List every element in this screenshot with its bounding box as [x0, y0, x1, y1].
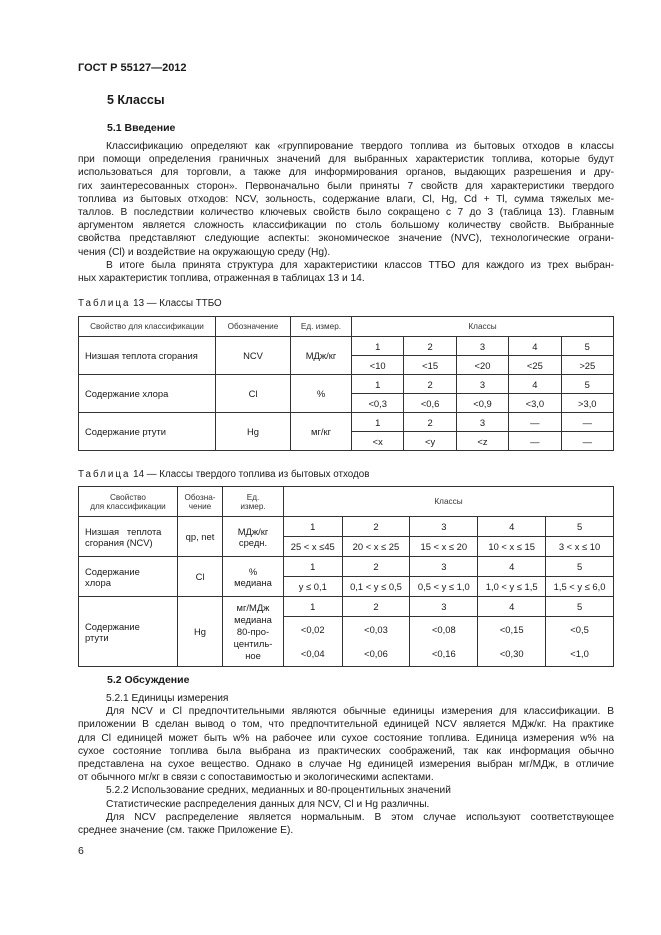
class-number: 3: [456, 337, 508, 356]
class-number: 2: [342, 597, 410, 617]
class-number: 3: [456, 375, 508, 394]
text-line: приложении В сделан вывод о том, что предпочтительной единицей NCV является МДж/кг. На практике: [78, 719, 614, 731]
text-line: аргументом является сложность классификации по столь большому количеству свойств. Выбранные: [78, 220, 614, 232]
col-header-property: Свойство для классификации: [79, 317, 216, 337]
class-number: 4: [478, 517, 546, 537]
class-number: 4: [509, 337, 561, 356]
class-number: 4: [478, 557, 546, 577]
class-limit: 0,5 < y ≤ 1,0: [410, 577, 478, 597]
table-row: [79, 413, 614, 432]
class-number: 2: [342, 517, 410, 537]
class-limit-median: <0,15: [478, 617, 546, 642]
page-number: 6: [78, 845, 84, 857]
class-limit: 25 < x ≤45: [284, 537, 343, 557]
class-number: 2: [404, 413, 456, 432]
class-number: 3: [410, 597, 478, 617]
class-number: 5: [561, 337, 613, 356]
text-line: среднее значение (см. также Приложение Е).: [78, 825, 294, 837]
class-limit: >25: [561, 356, 613, 375]
class-limit: 15 < x ≤ 20: [410, 537, 478, 557]
text-line: ных характеристик топлива, отраженная в таблицах 13 и 14.: [78, 273, 365, 285]
class-limit-median: <0,5: [546, 617, 614, 642]
text-line: таллов. В последствии количество ключевых свойств было сокращено с 7 до 3 (таблица 13). Главным: [78, 207, 614, 219]
subsection-title-intro: 5.1 Введение: [107, 122, 176, 134]
table14-caption: Таблица 14 — Классы твердого топлива из бытовых отходов: [78, 469, 370, 480]
table-row: [79, 597, 614, 617]
text-line: В итоге была принята структура для характеристики классов ТТБО для каждого из трех выбран-: [106, 260, 614, 271]
col-header-symbol: Обозначение: [216, 317, 291, 337]
row-property: Низшая теплота сгорания (NCV): [79, 517, 178, 557]
class-limit: 10 < x ≤ 15: [478, 537, 546, 557]
class-limit-percentile: <0,30: [478, 642, 546, 667]
class-limit: >3,0: [561, 394, 613, 413]
row-unit: %: [291, 375, 352, 413]
table-row: [79, 517, 614, 537]
row-property: Содержание хлора: [79, 375, 216, 413]
text-line: представлена на сухое вещество. Однако в случае Hg единицей измерения выбран мг/МДж, в отличие: [78, 759, 614, 771]
section-title: 5 Классы: [107, 93, 165, 107]
class-number: 1: [284, 517, 343, 537]
class-limit-percentile: <1,0: [546, 642, 614, 667]
class-number: —: [509, 413, 561, 432]
class-number: 3: [456, 413, 508, 432]
text-line: гих заинтересованных сторон». Первоначально были приняты 7 свойств для характеристики твердого: [78, 180, 614, 192]
class-number: 2: [404, 337, 456, 356]
text-line: от обычного мг/кг в связи с сопоставимостью и экологическими аспектами.: [78, 772, 434, 784]
text-line: сухое состояние топлива была выбрана из практических соображений, так как информация обычно: [78, 745, 614, 757]
class-limit: 3 < x ≤ 10: [546, 537, 614, 557]
table13-caption: Таблица 13 — Классы ТТБО: [78, 298, 222, 309]
text-line: Классификацию определяют как «группирование твердого топлива из бытовых отходов в классы: [106, 141, 614, 152]
class-number: 1: [352, 337, 404, 356]
clause-heading: 5.2.1 Единицы измерения: [106, 693, 229, 704]
col-header-classes: Классы: [284, 487, 614, 517]
class-limit: 1,0 < y ≤ 1,5: [478, 577, 546, 597]
row-property: Содержание ртути: [79, 597, 178, 667]
class-limit: 20 < x ≤ 25: [342, 537, 410, 557]
row-symbol: Hg: [178, 597, 223, 667]
clause-heading: 5.2.2 Использование средних, медианных и 80-процентильных значений: [106, 785, 451, 797]
row-unit: мг/кг: [291, 413, 352, 451]
class-limit-median: <0,02: [284, 617, 343, 642]
class-number: 1: [284, 557, 343, 577]
class-number: 4: [478, 597, 546, 617]
class-limit: y ≤ 0,1: [284, 577, 343, 597]
class-limit-percentile: <0,06: [342, 642, 410, 667]
class-limit-percentile: <0,16: [410, 642, 478, 667]
class-limit: <15: [404, 356, 456, 375]
class-number: 1: [284, 597, 343, 617]
class-number: 5: [546, 557, 614, 577]
col-header-symbol: Обозна- чение: [178, 487, 223, 517]
class-limit: <0,9: [456, 394, 508, 413]
class-limit-median: <0,08: [410, 617, 478, 642]
row-unit: мг/МДж медиана 80-про- центиль- ное: [223, 597, 284, 667]
class-limit: <z: [456, 432, 508, 451]
class-number: 1: [352, 413, 404, 432]
col-header-unit: Ед. измер.: [223, 487, 284, 517]
class-number: 2: [342, 557, 410, 577]
text-line: чения (Cl) и воздействие на окружающую среду (Hg).: [78, 246, 331, 258]
text-line: Для NCV и Cl предпочтительными являются обычные единицы измерения для классификации. В: [106, 706, 614, 718]
col-header-classes: Классы: [352, 317, 614, 337]
class-limit: <0,6: [404, 394, 456, 413]
row-property: Содержание ртути: [79, 413, 216, 451]
row-symbol: qp, net: [178, 517, 223, 557]
table-row: [79, 375, 614, 394]
class-limit: <x: [352, 432, 404, 451]
col-header-property: Свойство для классификации: [79, 487, 178, 517]
row-property: Содержание хлора: [79, 557, 178, 597]
class-number: 5: [561, 375, 613, 394]
row-unit: % медиана: [223, 557, 284, 597]
class-limit: <20: [456, 356, 508, 375]
class-number: 2: [404, 375, 456, 394]
intro-paragraph-1: [78, 140, 614, 259]
class-limit: <10: [352, 356, 404, 375]
discussion-block: [78, 692, 614, 837]
class-number: —: [561, 413, 613, 432]
row-symbol: NCV: [216, 337, 291, 375]
text-line: при помощи определения граничных значений для выбранных характеристик топлива, которые будут: [78, 154, 614, 166]
class-limit: —: [509, 432, 561, 451]
subsection-title-discussion: 5.2 Обсуждение: [107, 674, 190, 686]
text-line: топлива из бытовых отходов: NCV, зольность, содержание влаги, Cl, Hg, Cd + Tl, сумма тяжелых ме-: [78, 193, 614, 205]
row-property: Низшая теплота сгорания: [79, 337, 216, 375]
class-number: 3: [410, 557, 478, 577]
class-limit: <25: [509, 356, 561, 375]
row-symbol: Hg: [216, 413, 291, 451]
text-line: для Cl единицей может быть w% на рабочее или сухое состояние топлива. Единица измерения w% на: [78, 732, 614, 744]
intro-paragraph-2: [78, 259, 614, 285]
class-number: 3: [410, 517, 478, 537]
text-line: Для NCV распределение является нормальным. В этом случае используют соответствующее: [106, 811, 614, 823]
table-14: [78, 486, 614, 667]
table-row: [79, 337, 614, 356]
row-unit: МДж/кг: [291, 337, 352, 375]
class-number: 5: [546, 597, 614, 617]
table-13: [78, 316, 614, 451]
text-line: использоваться для торговли, а также для информирования органов, выдающих разрешения и дру-: [78, 167, 614, 179]
class-limit: <3,0: [509, 394, 561, 413]
table-row: [79, 557, 614, 577]
class-limit: 1,5 < y ≤ 6,0: [546, 577, 614, 597]
class-number: 1: [352, 375, 404, 394]
class-number: 5: [546, 517, 614, 537]
row-symbol: Cl: [178, 557, 223, 597]
row-symbol: Cl: [216, 375, 291, 413]
class-limit: <0,3: [352, 394, 404, 413]
col-header-unit: Ед. измер.: [291, 317, 352, 337]
row-unit: МДж/кг средн.: [223, 517, 284, 557]
class-limit-median: <0,03: [342, 617, 410, 642]
text-line: свойства представляют следующие аспекты: экономическое значение (NVC), технологические ограни-: [78, 233, 614, 245]
text-line: Статистические распределения данных для NCV, Cl и Hg различны.: [106, 798, 430, 810]
class-limit: <y: [404, 432, 456, 451]
class-limit-percentile: <0,04: [284, 642, 343, 667]
class-limit: 0,1 < y ≤ 0,5: [342, 577, 410, 597]
class-number: 4: [509, 375, 561, 394]
standard-header: ГОСТ Р 55127—2012: [78, 62, 187, 74]
class-limit: —: [561, 432, 613, 451]
